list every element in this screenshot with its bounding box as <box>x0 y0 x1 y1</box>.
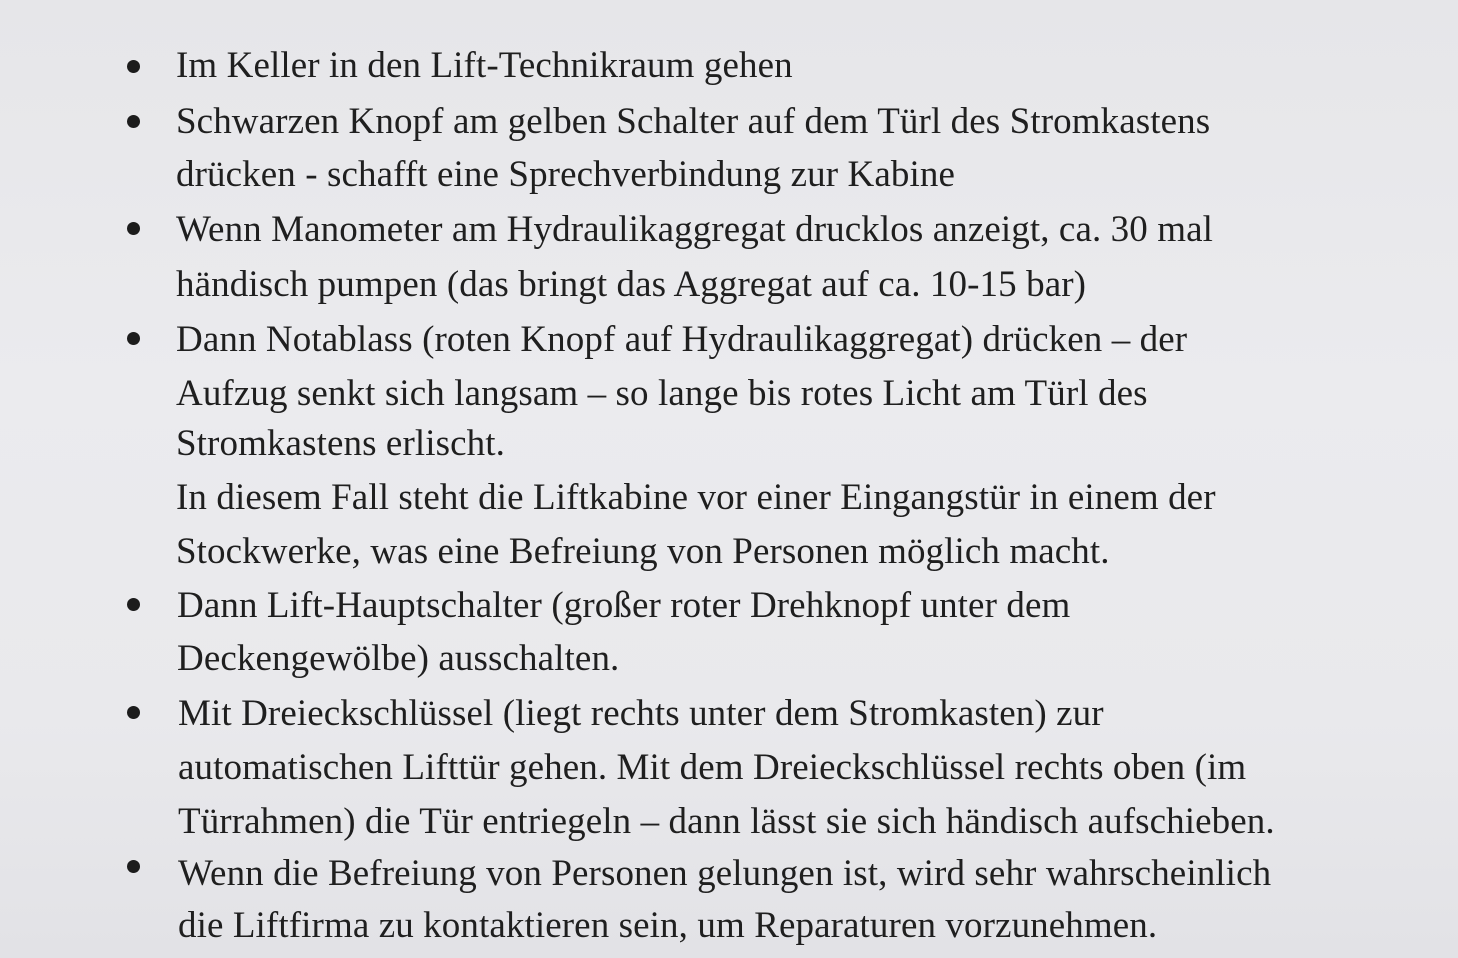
bullet-icon <box>127 115 140 128</box>
list-item-text: In diesem Fall steht die Liftkabine vor einer Eingangstür in einem der <box>176 477 1216 518</box>
list-item-text: drücken - schafft eine Sprechverbindung zur Kabine <box>176 154 955 195</box>
bullet-icon <box>127 222 140 235</box>
bullet-icon <box>127 598 140 611</box>
list-item-text: händisch pumpen (das bringt das Aggregat auf ca. 10-15 bar) <box>176 264 1087 305</box>
bullet-icon <box>127 860 140 873</box>
list-item-text: Dann Notablass (roten Knopf auf Hydraulikaggregat) drücken – der <box>176 319 1188 360</box>
list-item-text: die Liftfirma zu kontaktieren sein, um Reparaturen vorzunehmen. <box>178 905 1158 946</box>
list-item-text: Aufzug senkt sich langsam – so lange bis rotes Licht am Türl des <box>176 373 1148 414</box>
bullet-icon <box>127 706 140 719</box>
list-item-text: Mit Dreieckschlüssel (liegt rechts unter dem Stromkasten) zur <box>178 693 1104 734</box>
list-item-text: Im Keller in den Lift-Technikraum gehen <box>176 45 793 86</box>
list-item-text: Deckengewölbe) ausschalten. <box>177 638 620 679</box>
list-item-text: Türrahmen) die Tür entriegeln – dann lässt sie sich händisch aufschieben. <box>178 801 1275 842</box>
list-item-text: Dann Lift-Hauptschalter (großer roter Drehknopf unter dem <box>177 585 1071 626</box>
bullet-icon <box>127 332 140 345</box>
list-item-text: Wenn Manometer am Hydraulikaggregat drucklos anzeigt, ca. 30 mal <box>176 209 1213 250</box>
list-item-text: Stromkastens erlischt. <box>176 423 505 464</box>
list-item-text: Stockwerke, was eine Befreiung von Personen möglich macht. <box>176 531 1110 572</box>
list-item-text: Schwarzen Knopf am gelben Schalter auf dem Türl des Stromkastens <box>176 101 1211 142</box>
list-item-text: automatischen Lifttür gehen. Mit dem Dreieckschlüssel rechts oben (im <box>178 747 1247 788</box>
bullet-icon <box>127 60 140 73</box>
list-item-text: Wenn die Befreiung von Personen gelungen ist, wird sehr wahrscheinlich <box>178 853 1272 894</box>
